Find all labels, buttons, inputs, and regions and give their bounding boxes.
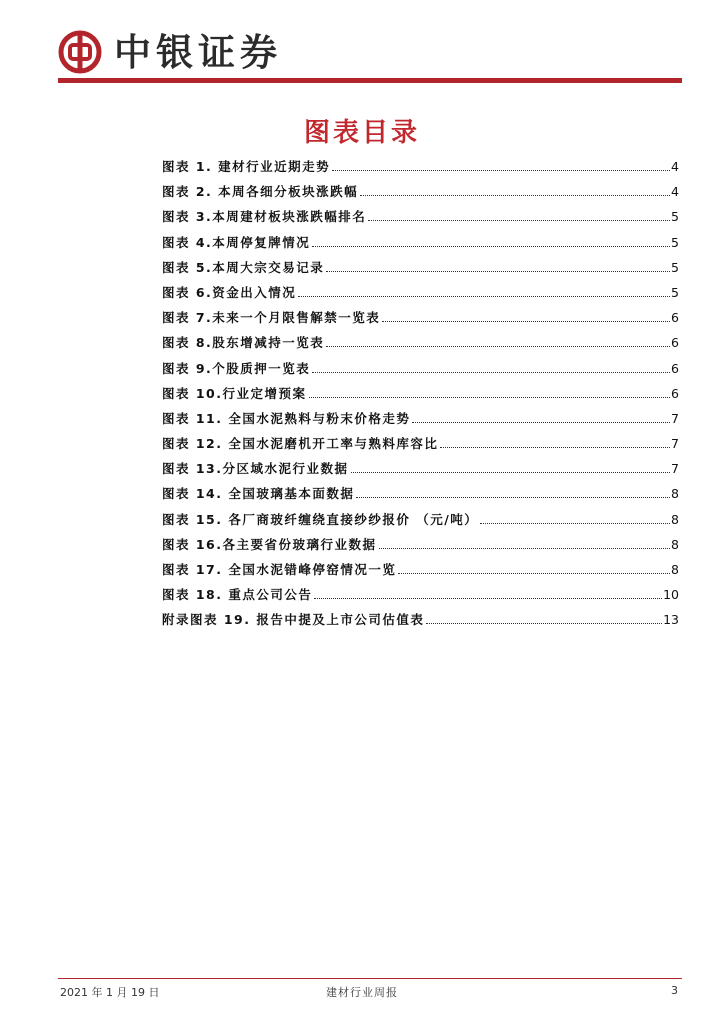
toc-entry-label[interactable]: 图表 10.行业定增预案 [162,385,307,401]
toc-dot-leader [312,372,670,373]
table-of-figures [162,157,679,636]
toc-dot-leader [309,397,671,398]
toc-dot-leader [326,271,670,272]
toc-entry-label[interactable]: 图表 13.分区域水泥行业数据 [162,461,349,477]
toc-entry[interactable] [162,484,679,509]
toc-entry[interactable] [162,207,679,232]
toc-entry-page[interactable]: 8 [671,562,679,577]
toc-entry-label[interactable]: 图表 2. 本周各细分板块涨跌幅 [162,184,359,200]
toc-entry-label[interactable]: 图表 9.个股质押一览表 [162,360,311,376]
toc-dot-leader [326,346,670,347]
toc-entry-label[interactable]: 附录图表 19. 报告中提及上市公司估值表 [162,612,425,628]
toc-entry-page[interactable]: 5 [671,259,679,275]
toc-entry[interactable] [162,384,679,409]
toc-entry[interactable] [162,333,679,358]
toc-entry-label[interactable]: 图表 8.股东增减持一览表 [162,335,325,351]
toc-dot-leader [440,447,670,448]
footer-date: 2021 年 1 月 19 日 [60,986,160,999]
toc-entry[interactable] [162,283,679,308]
toc-dot-leader [368,220,670,221]
toc-entry-label[interactable]: 图表 4.本周停复牌情况 [162,234,311,250]
toc-entry-page[interactable]: 4 [671,159,679,174]
toc-entry-page[interactable]: 8 [671,536,679,552]
toc-entry-page[interactable]: 10 [663,587,679,603]
toc-entry-page[interactable]: 6 [671,335,679,351]
toc-entry-label[interactable]: 图表 12. 全国水泥磨机开工率与熟料库容比 [162,436,439,452]
toc-dot-leader [314,598,662,599]
toc-entry-page[interactable]: 7 [671,461,679,477]
toc-entry[interactable] [162,258,679,283]
toc-entry[interactable] [162,409,679,434]
toc-entry-page[interactable]: 6 [671,360,679,376]
toc-entry-page[interactable]: 4 [671,184,679,200]
toc-entry-page[interactable]: 5 [671,284,679,300]
toc-entry[interactable] [162,585,679,610]
page-title: 图表目录 [303,118,420,148]
toc-entry[interactable] [162,233,679,258]
toc-entry-label[interactable]: 图表 1. 建材行业近期走势 [162,159,331,174]
toc-entry-label[interactable]: 图表 16.各主要省份玻璃行业数据 [162,536,377,552]
toc-dot-leader [298,296,670,297]
toc-dot-leader [398,573,670,574]
footer-report-name: 建材行业周报 [326,986,398,999]
toc-entry-label[interactable]: 图表 3.本周建材板块涨跌幅排名 [162,209,367,225]
toc-entry-page[interactable]: 8 [671,486,679,502]
toc-entry[interactable] [162,359,679,384]
toc-dot-leader [312,246,670,247]
toc-dot-leader [412,422,670,423]
toc-entry[interactable] [162,610,679,635]
toc-dot-leader [356,497,670,498]
toc-entry[interactable] [162,510,679,535]
toc-entry[interactable] [162,157,679,182]
toc-entry-page[interactable]: 7 [671,410,679,426]
toc-entry[interactable] [162,308,679,333]
toc-dot-leader [426,623,662,624]
bank-of-china-logo-icon [58,30,102,74]
footer-page-number: 3 [671,984,678,997]
toc-entry-page[interactable]: 6 [671,310,679,326]
toc-dot-leader [480,523,670,524]
toc-entry-label[interactable]: 图表 11. 全国水泥熟料与粉末价格走势 [162,410,411,426]
toc-entry[interactable] [162,182,679,207]
toc-dot-leader [379,548,671,549]
toc-entry[interactable] [162,459,679,484]
toc-entry-page[interactable]: 5 [671,234,679,250]
toc-entry-page[interactable]: 8 [671,511,679,527]
header-rule [58,78,682,83]
toc-entry-page[interactable]: 5 [671,209,679,225]
toc-dot-leader [382,321,670,322]
toc-entry-label[interactable]: 图表 5.本周大宗交易记录 [162,259,325,275]
toc-entry-page[interactable]: 7 [671,436,679,452]
toc-entry-label[interactable]: 图表 18. 重点公司公告 [162,587,313,603]
toc-entry-label[interactable]: 图表 14. 全国玻璃基本面数据 [162,486,355,502]
brand-name: 中银证券 [114,30,282,74]
header [58,28,682,80]
toc-entry-page[interactable]: 6 [671,385,679,401]
toc-entry-label[interactable]: 图表 6.资金出入情况 [162,284,297,300]
toc-dot-leader [332,170,670,171]
toc-entry[interactable] [162,560,679,585]
toc-entry[interactable] [162,434,679,459]
toc-dot-leader [351,472,671,473]
toc-entry-label[interactable]: 图表 7.未来一个月限售解禁一览表 [162,310,381,326]
toc-entry-page[interactable]: 13 [663,612,679,628]
toc-entry-label[interactable]: 图表 17. 全国水泥错峰停窑情况一览 [162,562,397,577]
toc-entry-label[interactable]: 图表 15. 各厂商玻纤缠绕直接纱纱报价 （元/吨） [162,511,479,527]
toc-entry[interactable] [162,535,679,560]
footer-rule [58,978,682,979]
toc-dot-leader [360,195,670,196]
